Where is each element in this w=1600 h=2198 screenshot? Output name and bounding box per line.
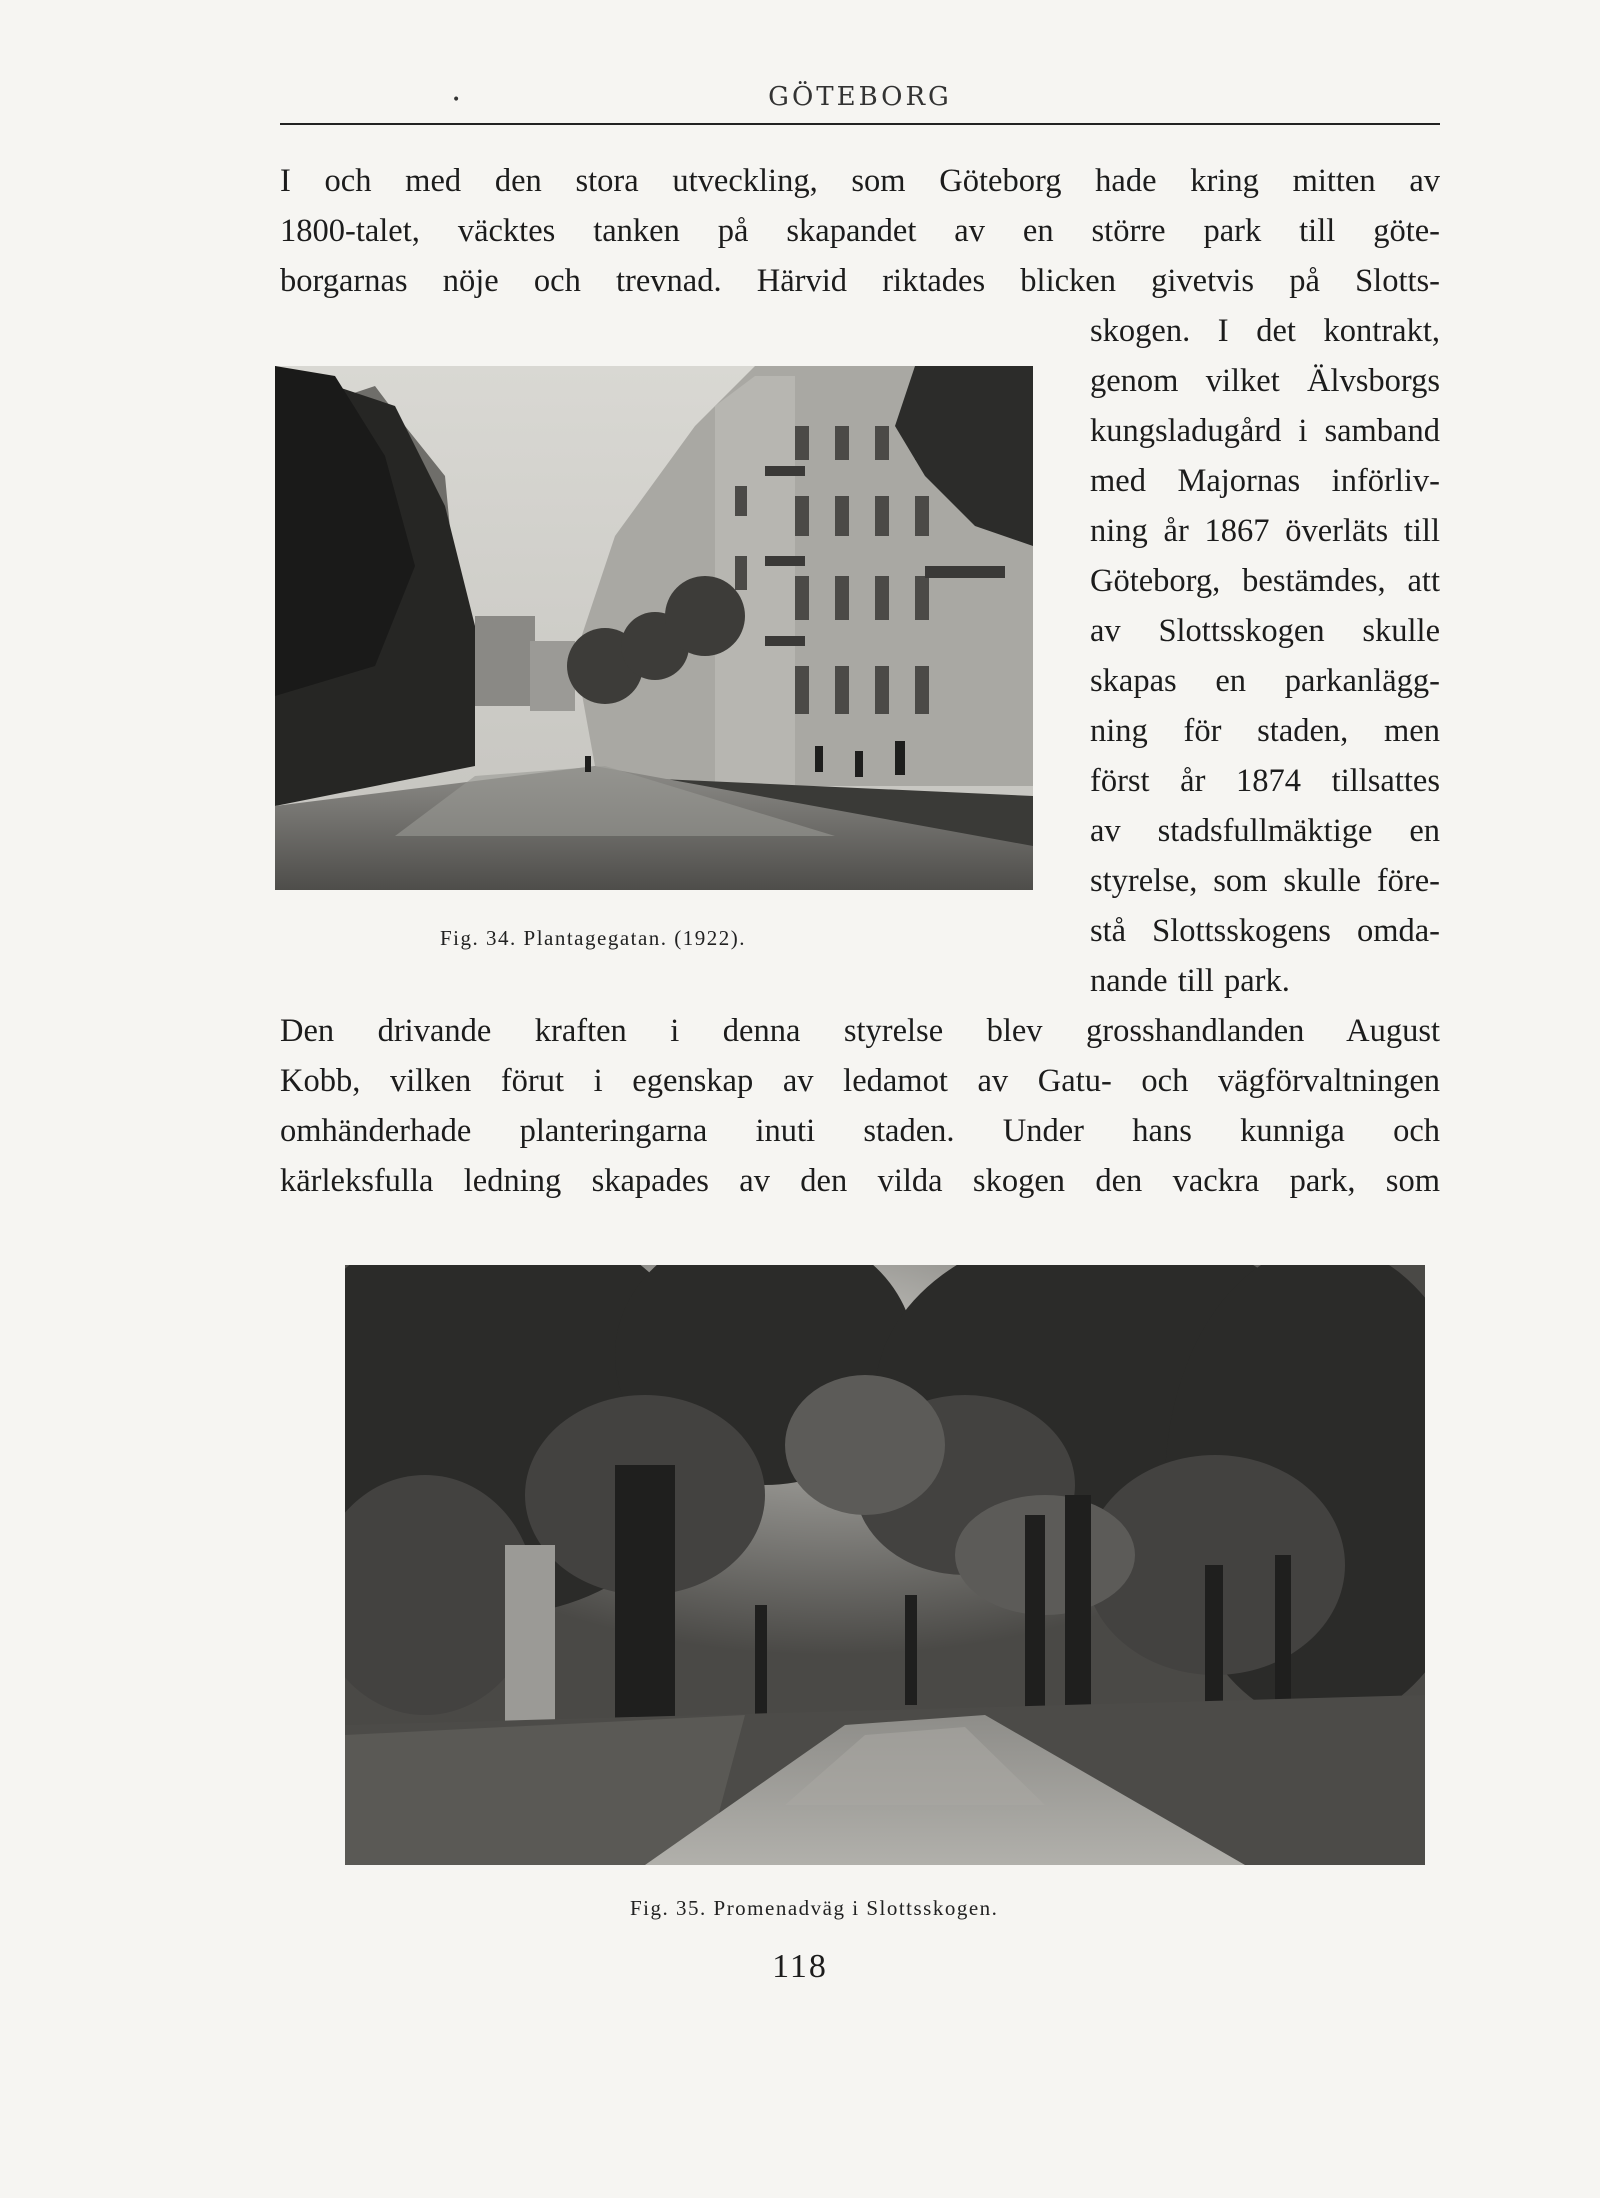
side-column-line: stå Slottsskogens omda- [1090, 913, 1440, 949]
figure-34-caption: Fig. 34. Plantagegatan. (1922). [440, 926, 747, 950]
page-number: 118 [772, 1948, 828, 1985]
side-column-line: med Majornas införliv- [1090, 463, 1440, 499]
continuation-line: omhänderhade planteringarna inuti staden. Under hans kunniga och [280, 1113, 1440, 1149]
side-column-line: av stadsfullmäktige en [1090, 813, 1440, 849]
intro-line: I och med den stora utveckling, som Göteborg hade kring mitten av [280, 163, 1440, 199]
continuation-line: kärleksfulla ledning skapades av den vilda skogen den vackra park, som [280, 1163, 1440, 1199]
header-ornament: • [452, 92, 461, 108]
side-column-line: skogen. I det kontrakt, [1090, 313, 1440, 349]
figure-34-photo [275, 366, 1033, 890]
running-title: GÖTEBORG [768, 82, 952, 112]
intro-line: borgarnas nöje och trevnad. Härvid riktades blicken givetvis på Slotts- [280, 263, 1440, 299]
side-column-line: nande till park. [1090, 963, 1290, 999]
side-column-line: genom vilket Älvsborgs [1090, 363, 1440, 399]
side-column-line: av Slottsskogen skulle [1090, 613, 1440, 649]
side-column-line: skapas en parkanlägg- [1090, 663, 1440, 699]
figure-35-caption: Fig. 35. Promenadväg i Slottsskogen. [630, 1896, 999, 1920]
side-column-line: först år 1874 tillsattes [1090, 763, 1440, 799]
continuation-line: Den drivande kraften i denna styrelse blev grosshandlanden August [280, 1013, 1440, 1049]
side-column-line: kungsladugård i samband [1090, 413, 1440, 449]
side-column-line: styrelse, som skulle före- [1090, 863, 1440, 899]
side-column-line: ning år 1867 överläts till [1090, 513, 1440, 549]
header-rule [280, 123, 1440, 125]
continuation-line: Kobb, vilken förut i egenskap av ledamot av Gatu- och vägförvaltningen [280, 1063, 1440, 1099]
side-column-line: ning för staden, men [1090, 713, 1440, 749]
figure-35-photo [345, 1265, 1425, 1865]
side-column-line: Göteborg, bestämdes, att [1090, 563, 1440, 599]
intro-line: 1800-talet, väcktes tanken på skapandet av en större park till göte- [280, 213, 1440, 249]
